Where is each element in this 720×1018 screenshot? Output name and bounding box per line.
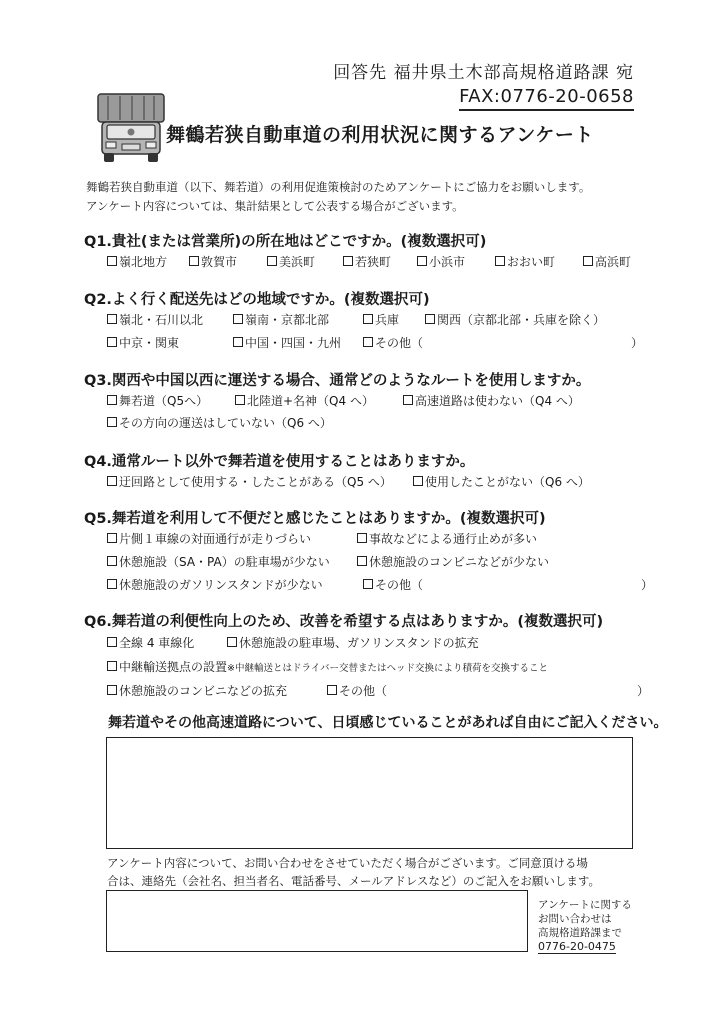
destination-header (333, 62, 634, 111)
checkbox-icon[interactable] (107, 637, 117, 647)
option-label: その他（ (375, 578, 424, 592)
inquiry-line-2: お問い合わせは (538, 913, 612, 925)
q5-option-convenience[interactable] (357, 553, 549, 570)
q2-option-kansai[interactable] (425, 311, 605, 328)
q1-option-obama[interactable] (417, 253, 465, 270)
q6-option-relay-hub[interactable] (107, 658, 548, 675)
q3-option-no-expressway[interactable] (403, 392, 580, 409)
checkbox-icon[interactable] (425, 314, 435, 324)
intro-text (86, 178, 590, 216)
option-label: その他（ (339, 684, 388, 698)
checkbox-icon[interactable] (363, 337, 373, 347)
q5-option-single-lane[interactable] (107, 530, 311, 547)
q5-option-gas-station[interactable] (107, 576, 323, 593)
q6-other-close: ） (637, 684, 650, 698)
checkbox-icon[interactable] (495, 256, 505, 266)
checkbox-icon[interactable] (357, 533, 367, 543)
q2-other-close: ） (631, 336, 644, 350)
option-label: 全線 4 車線化 (119, 636, 195, 650)
q2-option-hyogo[interactable] (363, 311, 399, 328)
option-label: 中京・関東 (119, 336, 180, 350)
checkbox-icon[interactable] (583, 256, 593, 266)
q2-option-chukyo-kanto[interactable] (107, 334, 179, 351)
q5-question: Q5.舞若道を利用して不便だと感じたことはありますか。(複数選択可) (84, 511, 546, 527)
checkbox-icon[interactable] (363, 314, 373, 324)
q6-option-convenience[interactable] (107, 682, 287, 699)
option-label: 中継輸送拠点の設置 (119, 660, 228, 674)
survey-title: 舞鶴若狭自動車道の利用状況に関するアンケート (166, 124, 594, 146)
checkbox-icon[interactable] (107, 395, 117, 405)
option-label: 北陸道+名神（Q4 へ） (247, 394, 374, 408)
option-label: 兵庫 (375, 313, 400, 327)
q2-option-other[interactable] (363, 334, 423, 351)
truck-icon (96, 92, 166, 164)
option-label: 使用したことがない（Q6 へ） (425, 475, 590, 489)
q3-option-hokuriku-meishin[interactable] (235, 392, 374, 409)
q1-option-takahama[interactable] (583, 253, 631, 270)
option-label: 嶺北地方 (119, 255, 168, 269)
option-label: 美浜町 (279, 255, 316, 269)
inquiry-line-3: 高規格道路課まで (538, 927, 622, 939)
q2-option-reinan-kyoto[interactable] (233, 311, 329, 328)
option-label: 敦賀市 (201, 255, 238, 269)
checkbox-icon[interactable] (107, 661, 117, 671)
checkbox-icon[interactable] (357, 556, 367, 566)
q6-question: Q6.舞若道の利便性向上のため、改善を希望する点はありますか。(複数選択可) (84, 614, 604, 630)
checkbox-icon[interactable] (227, 637, 237, 647)
option-label: その他（ (375, 336, 424, 350)
free-comment-label: 舞若道やその他高速道路について、日頃感じていることがあれば自由にご記入ください。 (108, 715, 668, 731)
option-label: 嶺南・京都北部 (245, 313, 330, 327)
checkbox-icon[interactable] (107, 256, 117, 266)
option-label: 高速道路は使わない（Q4 へ） (415, 394, 580, 408)
checkbox-icon[interactable] (417, 256, 427, 266)
option-label: 休憩施設のコンビニなどの拡充 (119, 684, 288, 698)
checkbox-icon[interactable] (107, 337, 117, 347)
destination-text: 回答先 福井県土木部高規格道路課 宛 (333, 63, 634, 83)
q1-option-tsuruga[interactable] (189, 253, 237, 270)
checkbox-icon[interactable] (107, 314, 117, 324)
option-label: 迂回路として使用する・したことがある（Q5 へ） (119, 475, 392, 489)
checkbox-icon[interactable] (233, 337, 243, 347)
option-label: おおい町 (507, 255, 556, 269)
q4-question: Q4.通常ルート以外で舞若道を使用することはありますか。 (84, 454, 475, 470)
checkbox-icon[interactable] (403, 395, 413, 405)
inquiry-line-1: アンケートに関する (538, 899, 632, 911)
q3-option-no-transport[interactable] (107, 414, 332, 431)
q1-option-wakasa[interactable] (343, 253, 391, 270)
checkbox-icon[interactable] (363, 579, 373, 589)
checkbox-icon[interactable] (233, 314, 243, 324)
q2-option-chugoku-shikoku-kyushu[interactable] (233, 334, 341, 351)
checkbox-icon[interactable] (413, 476, 423, 486)
q3-question: Q3.関西や中国以西に運送する場合、通常どのようなルートを使用しますか。 (84, 373, 591, 389)
option-label: その方向の運送はしていない（Q6 へ） (119, 416, 332, 430)
q1-option-mihama[interactable] (267, 253, 315, 270)
intro-line-1: 舞鶴若狭自動車道（以下、舞若道）の利用促進策検討のためアンケートにご協力をお願いします。 (86, 180, 591, 194)
checkbox-icon[interactable] (107, 579, 117, 589)
q6-option-other[interactable] (327, 682, 387, 699)
option-label: 休憩施設の駐車場、ガソリンスタンドの拡充 (239, 636, 479, 650)
inquiry-info (538, 898, 632, 954)
q4-option-never-used[interactable] (413, 473, 590, 490)
intro-line-2: アンケート内容については、集計結果として公表する場合がございます。 (86, 199, 464, 213)
contact-info-box[interactable] (106, 890, 528, 952)
q1-option-reihoku[interactable] (107, 253, 167, 270)
contact-note-line-2: 合は、連絡先（会社名、担当者名、電話番号、メールアドレスなど）のご記入をお願いします。 (107, 874, 600, 888)
checkbox-icon[interactable] (343, 256, 353, 266)
option-label: 事故などによる通行止めが多い (369, 532, 538, 546)
checkbox-icon[interactable] (107, 685, 117, 695)
option-label: 舞若道（Q5へ） (119, 394, 209, 408)
option-label: 休憩施設のコンビニなどが少ない (369, 555, 550, 569)
option-label: 高浜町 (595, 255, 632, 269)
q2-option-reihoku-ishikawa[interactable] (107, 311, 203, 328)
q2-question: Q2.よく行く配送先はどの地域ですか。(複数選択可) (84, 292, 430, 308)
contact-note (107, 854, 600, 890)
option-label: 小浜市 (429, 255, 466, 269)
free-comment-box[interactable] (106, 737, 633, 849)
fax-number: FAX:0776-20-0658 (459, 85, 634, 111)
checkbox-icon[interactable] (235, 395, 245, 405)
option-label: 休憩施設（SA・PA）の駐車場が少ない (119, 555, 330, 569)
checkbox-icon[interactable] (107, 533, 117, 543)
q5-option-parking[interactable] (107, 553, 330, 570)
q4-option-detour[interactable] (107, 473, 392, 490)
option-label: 嶺北・石川以北 (119, 313, 204, 327)
q5-option-other[interactable] (363, 576, 423, 593)
option-label: 関西（京都北部・兵庫を除く） (437, 313, 606, 327)
q5-option-closures[interactable] (357, 530, 537, 547)
q5-other-close: ） (641, 578, 654, 592)
checkbox-icon[interactable] (267, 256, 277, 266)
checkbox-icon[interactable] (107, 556, 117, 566)
q1-question: Q1.貴社(または営業所)の所在地はどこですか。(複数選択可) (84, 234, 487, 250)
q6-relay-note: ※中継輸送とはドライバー交替またはヘッド交換により積荷を交換すること (227, 663, 549, 674)
q3-option-maiwaka[interactable] (107, 392, 208, 409)
option-label: 中国・四国・九州 (245, 336, 342, 350)
checkbox-icon[interactable] (327, 685, 337, 695)
inquiry-phone: 0776-20-0475 (538, 940, 616, 953)
q6-option-parking-gas[interactable] (227, 634, 479, 651)
option-label: 若狭町 (355, 255, 392, 269)
q1-option-ohi[interactable] (495, 253, 555, 270)
checkbox-icon[interactable] (107, 417, 117, 427)
q6-option-four-lane[interactable] (107, 634, 194, 651)
option-label: 休憩施設のガソリンスタンドが少ない (119, 578, 323, 592)
checkbox-icon[interactable] (189, 256, 199, 266)
checkbox-icon[interactable] (107, 476, 117, 486)
option-label: 片側１車線の対面通行が走りづらい (119, 532, 312, 546)
contact-note-line-1: アンケート内容について、お問い合わせをさせていただく場合がございます。ご同意頂ける場 (107, 856, 588, 870)
